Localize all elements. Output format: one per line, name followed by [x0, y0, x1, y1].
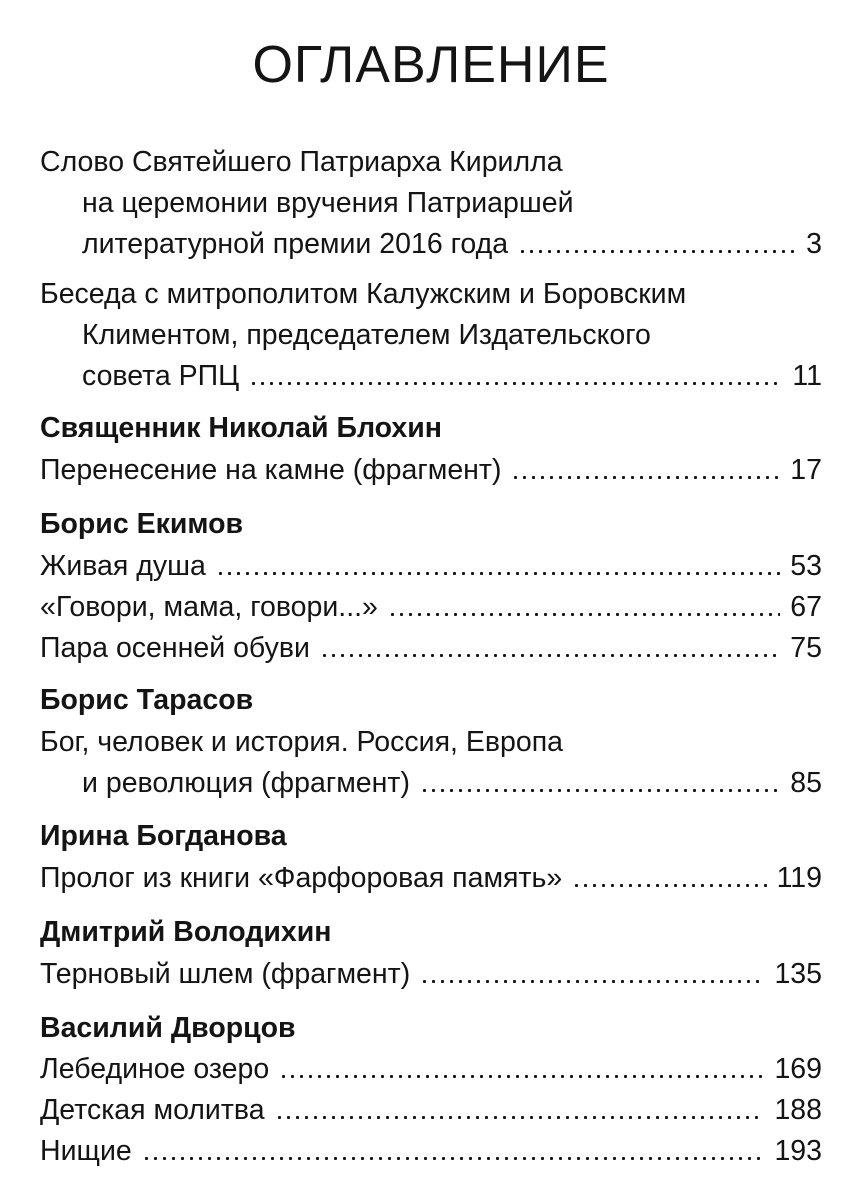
page-number: 75: [790, 632, 822, 664]
toc-entry[interactable]: [82, 761, 822, 805]
toc-entry-title: Нищие: [40, 1135, 132, 1167]
toc-entry[interactable]: [40, 448, 822, 492]
page-number: 53: [790, 550, 822, 582]
toc-entry-title: Живая душа: [40, 550, 206, 582]
toc-entry-title: Детская молитва: [40, 1094, 265, 1126]
author-heading: Борис Тарасов: [40, 684, 254, 716]
toc-entry[interactable]: [40, 626, 822, 670]
toc-entry[interactable]: [40, 1088, 822, 1132]
dot-leader: [388, 613, 780, 616]
toc-entry-title: и революция (фрагмент): [82, 767, 410, 799]
dot-leader: [518, 250, 796, 253]
author-heading: Борис Екимов: [40, 508, 244, 540]
dot-leader: [279, 1075, 764, 1078]
dot-leader: [216, 572, 780, 575]
toc-entry-title: совета РПЦ: [82, 360, 240, 392]
toc-entry[interactable]: [40, 856, 822, 900]
page-number: 17: [790, 454, 822, 486]
toc-entry-title: Лебединое озеро: [40, 1053, 270, 1085]
toc-entry[interactable]: [40, 585, 822, 629]
toc-entry-title: Перенесение на камне (фрагмент): [40, 454, 502, 486]
toc-entry-title: Терновый шлем (фрагмент): [40, 958, 411, 990]
dot-leader: [142, 1157, 765, 1160]
toc-entry-line: Слово Святейшего Патриарха Кирилла: [40, 146, 563, 178]
toc-entry-title: литературной премии 2016 года: [82, 228, 509, 260]
toc-entry[interactable]: [40, 1129, 822, 1173]
toc-entry[interactable]: [40, 544, 822, 588]
page-title: ОГЛАВЛЕНИЕ: [252, 36, 610, 94]
page-number: 169: [774, 1053, 822, 1085]
page-number: 135: [774, 958, 822, 990]
page-number: 11: [792, 360, 822, 392]
toc-entry[interactable]: [40, 1047, 822, 1091]
toc-entry-title: «Говори, мама, говори...»: [40, 591, 378, 623]
page-number: 188: [774, 1094, 822, 1126]
toc-entry-line: Климентом, председателем Издательского: [82, 319, 651, 351]
toc-entry[interactable]: [40, 952, 822, 996]
toc-entry-line: на церемонии вручения Патриаршей: [82, 187, 574, 219]
page-number: 193: [774, 1135, 822, 1167]
page-number: 85: [790, 767, 822, 799]
dot-leader: [420, 980, 764, 983]
dot-leader: [420, 789, 780, 792]
toc-entry-line: Беседа с митрополитом Калужским и Боровским: [40, 278, 687, 310]
dot-leader: [275, 1116, 765, 1119]
dot-leader: [572, 884, 766, 887]
dot-leader: [249, 382, 782, 385]
page-number: 67: [790, 591, 822, 623]
author-heading: Василий Дворцов: [40, 1012, 296, 1044]
toc-entry-title: Пролог из книги «Фарфоровая память»: [40, 862, 563, 894]
dot-leader: [511, 476, 780, 479]
page-number: 3: [806, 228, 822, 260]
toc-entry-title: Пара осенней обуви: [40, 632, 310, 664]
page-number: 119: [776, 862, 822, 894]
author-heading: Священник Николай Блохин: [40, 412, 442, 444]
author-heading: Дмитрий Володихин: [40, 916, 332, 948]
toc-entry[interactable]: [82, 222, 822, 266]
author-heading: Ирина Богданова: [40, 820, 287, 852]
dot-leader: [320, 654, 780, 657]
toc-entry-line: Бог, человек и история. Россия, Европа: [40, 726, 563, 758]
toc-entry[interactable]: [82, 354, 822, 398]
